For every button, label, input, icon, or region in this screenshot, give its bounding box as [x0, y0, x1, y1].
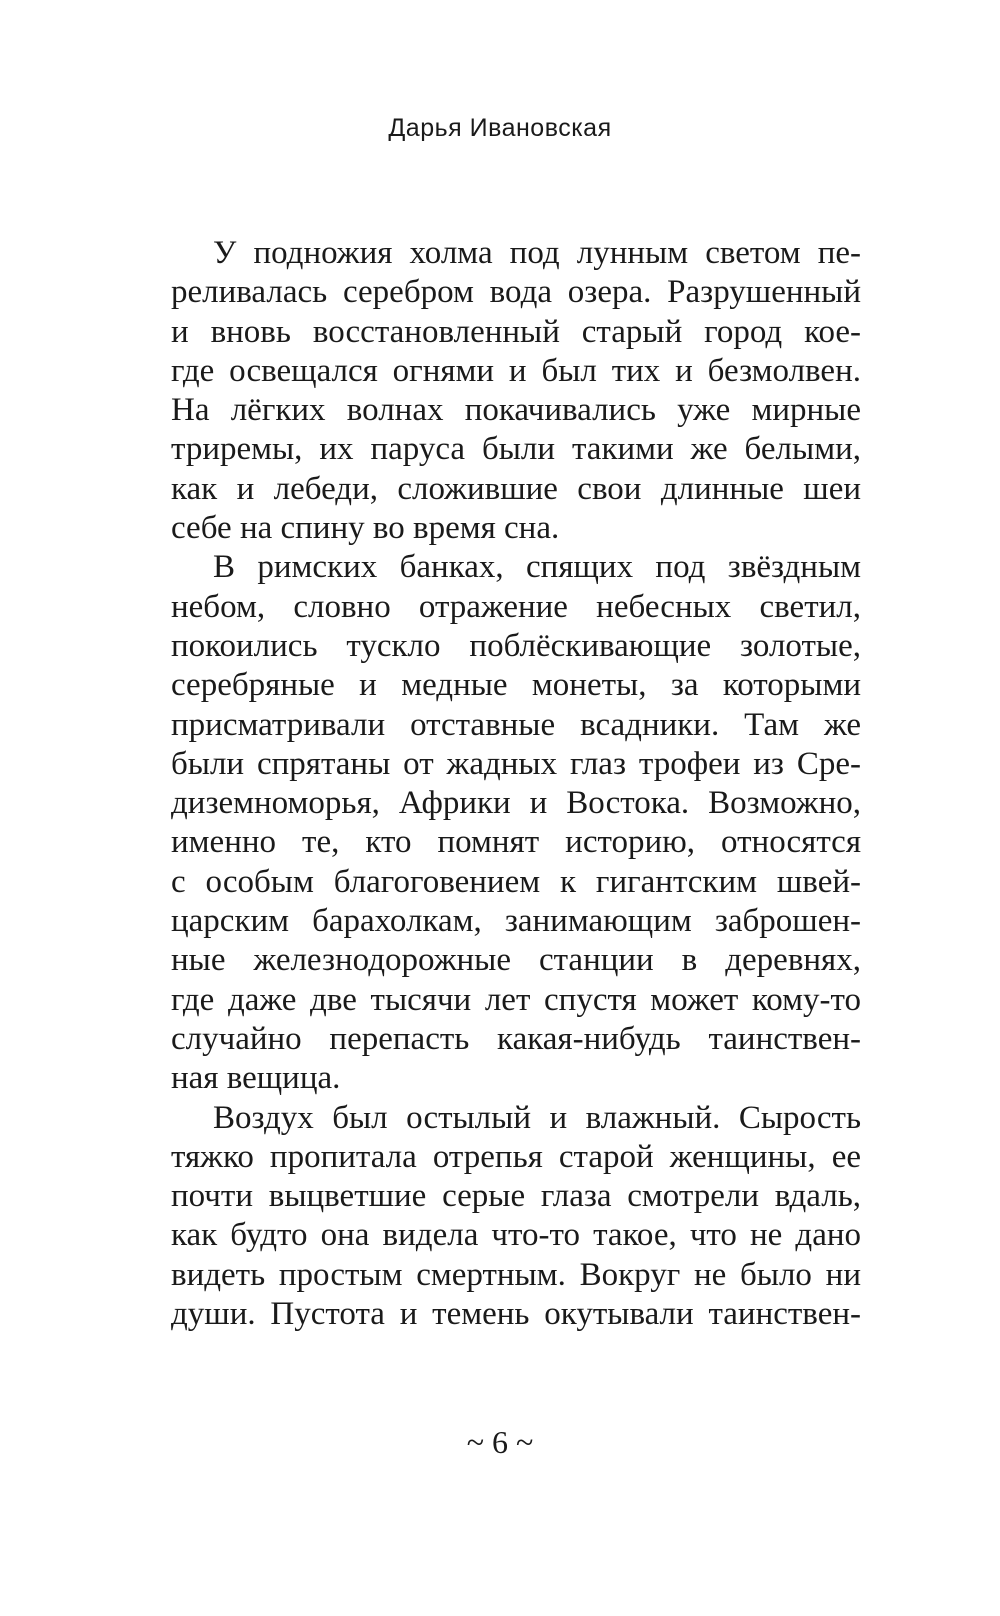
- running-header-author: Дарья Ивановская: [388, 114, 612, 142]
- text-line: У подножия холма под лунным светом пе-: [213, 235, 861, 271]
- text-line: где освещался огнями и был тих и безмолвен.: [171, 352, 861, 389]
- text-line: с особым благоговением к гигантским швей-: [171, 863, 861, 900]
- text-line: В римских банках, спящих под звёздным: [213, 549, 861, 586]
- text-line: ная вещица.: [171, 1060, 341, 1097]
- text-line: царским барахолкам, занимающим заброшен-: [171, 903, 861, 940]
- text-line: диземноморья, Африки и Востока. Возможно,: [171, 785, 861, 822]
- text-line: именно те, кто помнят историю, относятся: [171, 824, 861, 861]
- text-line: видеть простым смертным. Вокруг не было ни: [171, 1256, 861, 1293]
- text-line: и вновь восстановленный старый город кое-: [171, 313, 861, 350]
- text-line: ные железнодорожные станции в деревнях,: [171, 942, 861, 979]
- text-line: триремы, их паруса были такими же белыми,: [171, 431, 861, 468]
- text-line: почти выцветшие серые глаза смотрели вдаль,: [171, 1178, 861, 1215]
- text-line: души. Пустота и темень окутывали таинствен-: [171, 1296, 861, 1333]
- text-line: присматривали отставные всадники. Там же: [171, 706, 861, 743]
- text-line: где даже две тысячи лет спустя может кому-то: [171, 981, 861, 1018]
- text-line: На лёгких волнах покачивались уже мирные: [171, 392, 861, 429]
- text-line: небом, словно отражение небесных светил,: [171, 588, 861, 625]
- text-line: как и лебеди, сложившие свои длинные шеи: [171, 470, 861, 507]
- page-number: ~ 6 ~: [466, 1424, 534, 1460]
- text-line: Воздух был остылый и влажный. Сырость: [213, 1099, 861, 1136]
- text-line: серебряные и медные монеты, за которыми: [171, 667, 861, 704]
- text-line: были спрятаны от жадных глаз трофеи из Сре-: [171, 745, 861, 782]
- body-text: [171, 234, 861, 1334]
- text-line: реливалась серебром вода озера. Разрушенный: [171, 274, 861, 311]
- text-line: тяжко пропитала отрепья старой женщины, ее: [171, 1138, 861, 1175]
- text-line: себе на спину во время сна.: [171, 510, 560, 547]
- text-line: как будто она видела что-то такое, что не дано: [171, 1217, 861, 1254]
- text-line: случайно перепасть какая-нибудь таинствен-: [171, 1020, 861, 1057]
- text-line: покоились тускло поблёскивающие золотые,: [171, 627, 861, 664]
